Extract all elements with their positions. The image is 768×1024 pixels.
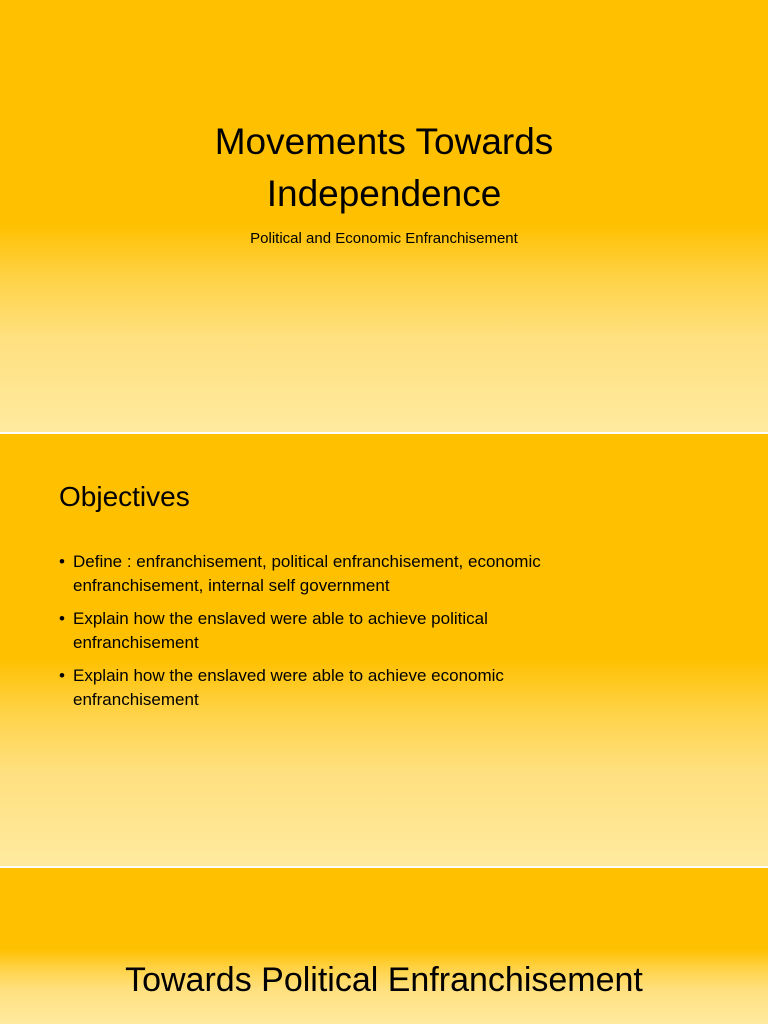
- bullet-text-line-1: Define : enfranchisement, political enfranchisement, economic: [73, 552, 541, 571]
- slide-subtitle: Political and Economic Enfranchisement: [250, 230, 518, 247]
- bullet-icon: •: [59, 552, 65, 571]
- bullet-icon: •: [59, 609, 65, 628]
- slide-3-title: Towards Political Enfranchisement: [125, 961, 643, 999]
- bullet-text-line-1: Explain how the enslaved were able to achieve political: [73, 609, 488, 628]
- bullet-text-line-2: enfranchisement: [73, 690, 199, 709]
- slide-political-enfranchisement: [0, 868, 768, 1024]
- objectives-heading: Objectives: [59, 481, 190, 512]
- bullet-icon: •: [59, 666, 65, 685]
- slide-objectives: [0, 434, 768, 866]
- list-item: [59, 607, 709, 655]
- slide-title: [0, 0, 768, 432]
- objectives-list: [59, 550, 709, 721]
- title-line-1: Movements Towards: [214, 121, 554, 162]
- bullet-text-line-2: enfranchisement: [73, 633, 199, 652]
- slide-title-heading: [0, 116, 768, 220]
- list-item: [59, 550, 709, 598]
- title-line-2: Independence: [266, 173, 502, 214]
- bullet-text-line-1: Explain how the enslaved were able to achieve economic: [73, 666, 504, 685]
- list-item: [59, 664, 709, 712]
- bullet-text-line-2: enfranchisement, internal self government: [73, 576, 390, 595]
